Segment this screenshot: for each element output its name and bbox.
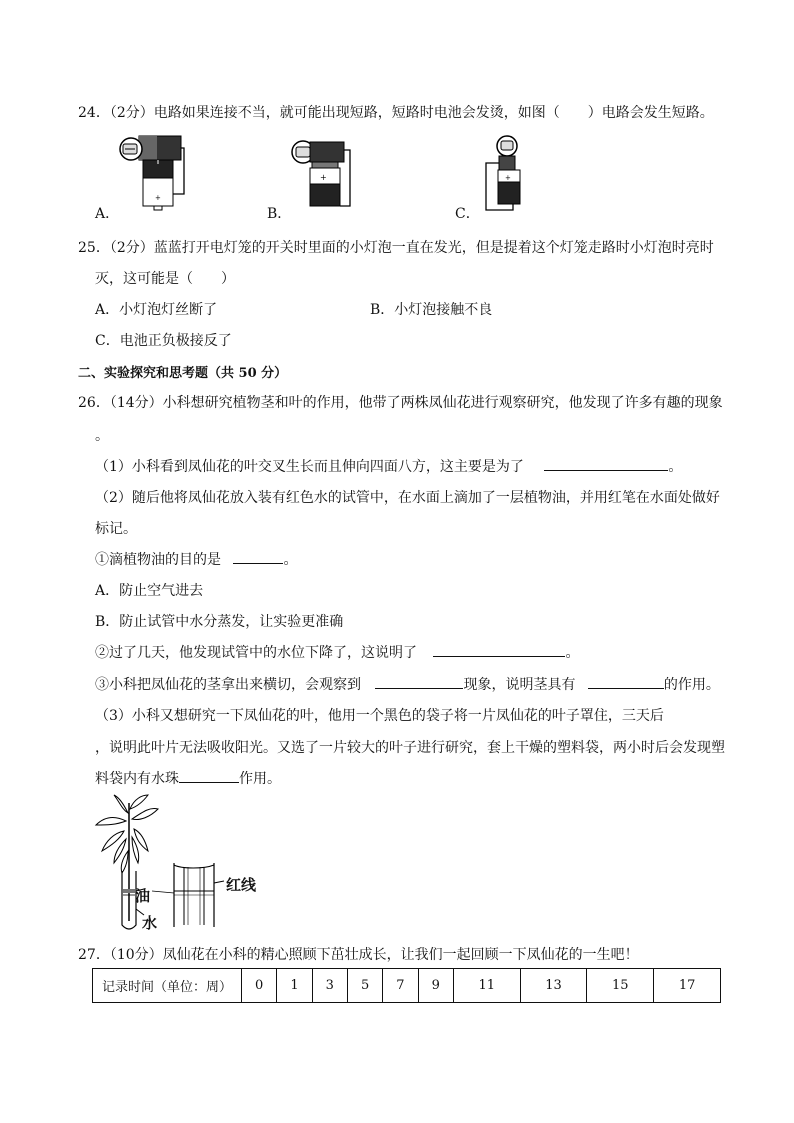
q24-text: 24．（2分）电路如果连接不当，就可能出现短路，短路时电池会发烫，如图（ ）电路会发生短路。: [78, 105, 714, 121]
q26-sub1: [95, 549, 297, 569]
svg-text:+: +: [320, 173, 327, 182]
q26-sub1-text: ①滴植物油的目的是: [95, 552, 221, 568]
table-cell: 5: [347, 969, 382, 1003]
table-row: [93, 969, 721, 1003]
q27-text: 27．（10分）凤仙花在小科的精心照顾下茁壮成长，让我们一起回顾一下凤仙花的一生吧！: [78, 947, 639, 963]
table-cell: 1: [277, 969, 312, 1003]
q26-sub3-text-c: 的作用。: [663, 677, 720, 693]
q26-part1-blank[interactable]: [544, 456, 668, 471]
table-cell: 15: [587, 969, 654, 1003]
fig-label-water: 水: [142, 914, 158, 932]
svg-text:+: +: [155, 194, 161, 202]
fig-label-redline: 红线: [226, 876, 257, 894]
table-cell: 11: [453, 969, 520, 1003]
table-cell: 17: [654, 969, 721, 1003]
table-cell: 3: [312, 969, 347, 1003]
q26-sub1-blank[interactable]: [233, 549, 283, 564]
q26-part1: [95, 456, 682, 476]
q26-sub2: [95, 642, 579, 662]
q26-sub1-end: 。: [283, 552, 298, 568]
q26-sub1-option-b: B．防止试管中水分蒸发，让实验更准确: [95, 614, 344, 630]
circuit-b-figure: [290, 138, 360, 210]
svg-text:+: +: [505, 174, 511, 182]
q26-part3-text-b: 作用。: [239, 771, 281, 787]
q26-sub2-text: ②过了几天，他发现试管中的水位下降了，这说明了: [95, 645, 417, 661]
q24-option-a: A．: [95, 206, 120, 222]
q26-part3-line2: ，说明此叶片无法吸收阳光。又选了一片较大的叶子进行研究，套上干燥的塑料袋，两小时后会发现塑: [95, 740, 725, 756]
q26-part3-text-a: 料袋内有水珠: [95, 771, 179, 787]
table-cell: 0: [242, 969, 277, 1003]
q25-option-a: A．小灯泡灯丝断了: [95, 302, 218, 318]
q26-part1-end: 。: [668, 459, 683, 475]
q26-part2-line1: （2）随后他将凤仙花放入装有红色水的试管中，在水面上滴加了一层植物油，并用红笔在水面处做好: [95, 490, 720, 506]
q26-part2-line2: 标记。: [95, 521, 137, 537]
q26-part1-text: （1）小科看到凤仙花的叶交叉生长而且伸向四面八方，这主要是为了: [95, 459, 524, 475]
q26-sub2-end: 。: [565, 645, 580, 661]
q25-option-b: B．小灯泡接触不良: [370, 302, 493, 318]
q26-sub2-blank[interactable]: [433, 642, 565, 657]
record-table: [92, 968, 721, 1003]
q24-option-b: B．: [267, 206, 292, 222]
plant-test-tube-figure: [92, 793, 262, 933]
q24-option-c: C．: [455, 206, 480, 222]
q25-line1: 25．（2分）蓝蓝打开电灯笼的开关时里面的小灯泡一直在发光，但是提着这个灯笼走路时小灯泡时亮时: [78, 240, 714, 256]
table-cell: 13: [520, 969, 587, 1003]
circuit-a-figure: [112, 134, 192, 216]
q26-part3-line1: （3）小科又想研究一下凤仙花的叶，他用一个黑色的袋子将一片凤仙花的叶子罩住，三天后: [95, 708, 664, 724]
q26-sub3: [95, 674, 720, 694]
q26-sub3-text-a: ③小科把凤仙花的茎拿出来横切，会观察到: [95, 677, 361, 693]
q26-sub1-option-a: A．防止空气进去: [95, 583, 204, 599]
table-cell: 9: [418, 969, 453, 1003]
circuit-c-figure: [480, 134, 540, 214]
fig-label-oil: 油: [135, 887, 151, 905]
q26-part3-blank[interactable]: [179, 768, 239, 783]
q26-sub3-blank2[interactable]: [588, 674, 664, 689]
section2-heading: 二、实验探究和思考题（共 50 分）: [78, 366, 288, 381]
q26-sub3-text-b: 现象，说明茎具有: [463, 677, 576, 693]
q26-sub3-blank1[interactable]: [375, 674, 463, 689]
table-header-cell: 记录时间（单位：周）: [93, 969, 242, 1003]
q26-line2: 。: [95, 428, 109, 444]
q25-line2: 灭，这可能是（ ）: [95, 271, 235, 287]
q25-option-c: C．电池正负极接反了: [95, 333, 232, 349]
table-cell: 7: [383, 969, 418, 1003]
q26-part3-line3: [95, 768, 281, 788]
q26-line1: 26．（14分）小科想研究植物茎和叶的作用，他带了两株凤仙花进行观察研究，他发现了许多有趣的现象: [78, 395, 723, 411]
